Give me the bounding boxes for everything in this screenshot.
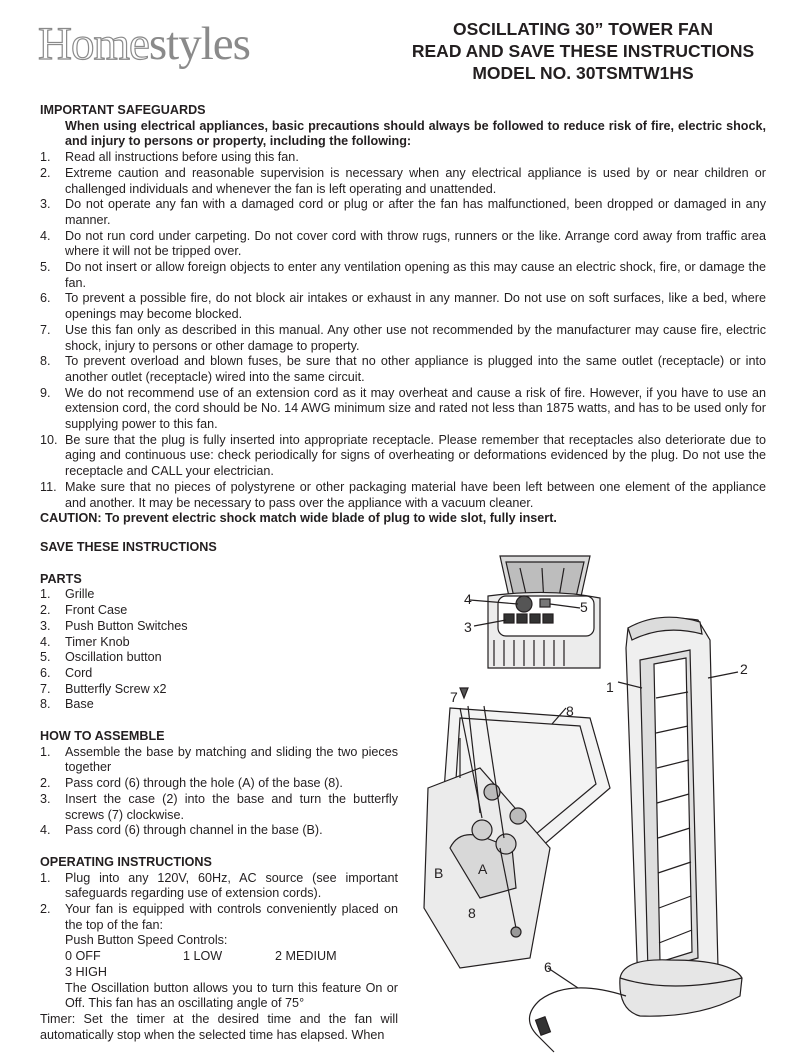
homestyles-logo [38, 18, 250, 70]
caution-note: CAUTION: To prevent electric shock match wide blade of plug to wide slot, fully insert. [40, 511, 557, 526]
operating-heading: OPERATING INSTRUCTIONS [40, 854, 212, 869]
list-item: 5. Oscillation button [40, 650, 162, 665]
title-line-3: MODEL NO. 30TSMTW1HS [472, 63, 694, 83]
list-item: 1. Grille [40, 587, 95, 602]
list-item: 10. Be sure that the plug is fully inserted into appropriate receptacle. Please remember that receptacles also deteriorate due to aging and continuous use: check periodically for signs of overheating or deformations evidenced by the plug. Do not use the receptacle and CALL your electrician. [40, 432, 766, 479]
logo-styles: styles [148, 18, 250, 70]
safeguards-list [40, 150, 766, 511]
assemble-list [40, 745, 398, 839]
list-item: 3. Insert the case (2) into the base and turn the butterfly screws (7) clockwise. [40, 791, 398, 822]
list-item: 4. Timer Knob [40, 634, 130, 649]
callout-1: 1 [606, 679, 614, 695]
speed-high: 3 HIGH [65, 964, 107, 979]
callout-8-top: 8 [566, 703, 574, 719]
callout-2: 2 [740, 661, 748, 677]
assemble-heading: HOW TO ASSEMBLE [40, 729, 165, 744]
title-line-1: OSCILLATING 30” TOWER FAN [453, 19, 713, 39]
parts-heading: PARTS [40, 571, 82, 586]
callout-5: 5 [580, 599, 588, 615]
callout-3: 3 [464, 619, 472, 635]
speed-off: 0 OFF [65, 949, 101, 964]
list-item: 6. To prevent a possible fire, do not block air intakes or exhaust in any manner. Do not use on soft surfaces, like a bed, where openings may become blocked. [40, 291, 766, 322]
document-title [400, 18, 766, 84]
left-column [40, 540, 398, 1043]
speed-medium: 2 MEDIUM [275, 949, 337, 964]
list-item: 11. Make sure that no pieces of polystyrene or other packaging material have been left between one element of the appliance and another. It may be necessary to pass over the appliance with a vacuum cleaner. [40, 479, 766, 510]
list-item: 2. Your fan is equipped with controls conveniently placed on the top of the fan: [40, 902, 398, 932]
list-item: 7. Use this fan only as described in this manual. Any other use not recommended by the manufacturer may cause fire, electric shock, injury to persons or other damage to property. [40, 322, 766, 353]
save-instructions-heading: SAVE THESE INSTRUCTIONS [40, 540, 217, 554]
callout-4: 4 [464, 591, 472, 607]
list-item: 1. Assemble the base by matching and sliding the two pieces together [40, 744, 398, 775]
speed-controls [40, 933, 398, 980]
base-assembly [424, 706, 610, 968]
list-item: 3. Do not operate any fan with a damaged cord or plug or after the fan has malfunctioned, been dropped or damaged in any manner. [40, 197, 766, 227]
operating-list [40, 871, 398, 934]
oscillation-text: The Oscillation button allows you to turn this feature On or Off. This fan has an oscillating angle of 75° [65, 980, 398, 1011]
callout-a: A [478, 861, 488, 877]
list-item: 2. Extreme caution and reasonable supervision is necessary when any electrical appliance is used by or near children or challenged individuals and whenever the fan is left operating and unattended. [40, 165, 766, 196]
callout-7: 7 [450, 689, 458, 705]
timer-text: Timer: Set the timer at the desired time and the fan will automatically stop when the selected time has elapsed. When [40, 1011, 398, 1042]
callout-b: B [434, 865, 444, 881]
parts-list [40, 587, 398, 713]
list-item: 4. Do not run cord under carpeting. Do not cover cord with throw rugs, runners or the like. Arrange cord away from traffic area where it will not be tripped over. [40, 228, 766, 259]
list-item: 3. Push Button Switches [40, 618, 188, 633]
list-item: 1. Read all instructions before using this fan. [40, 150, 299, 165]
safeguards-heading: IMPORTANT SAFEGUARDS [40, 103, 206, 117]
list-item: 7. Butterfly Screw x2 [40, 681, 167, 696]
list-item: 2. Front Case [40, 603, 128, 618]
safeguards-section [40, 103, 766, 527]
tower-fan [618, 617, 742, 1016]
speed-controls-label: Push Button Speed Controls: [65, 933, 228, 948]
list-item: 4. Pass cord (6) through channel in the base (B). [40, 823, 323, 838]
speed-row [65, 949, 398, 965]
logo-home: Home [38, 18, 149, 70]
list-item: 9. We do not recommend use of an extension cord as it may overheat and cause a risk of fire. However, if you have to use an extension cord, the cord should be No. 14 AWG minimum size and rated not less than 1875 watts, and has to be used only for supplying power to this fan. [40, 385, 766, 432]
callout-6: 6 [544, 959, 552, 975]
title-line-2: READ AND SAVE THESE INSTRUCTIONS [411, 41, 755, 61]
list-item: 5. Do not insert or allow foreign objects to enter any ventilation opening as this may cause an electric shock, fire, or damage the fan. [40, 260, 766, 290]
speed-low: 1 LOW [183, 949, 223, 964]
list-item: 1. Plug into any 120V, 60Hz, AC source (see important safeguards regarding use of extension cords). [40, 870, 398, 901]
list-item: 6. Cord [40, 665, 93, 680]
list-item: 8. Base [40, 697, 94, 712]
callout-8-bottom: 8 [468, 905, 476, 921]
safeguards-intro: When using electrical appliances, basic precautions should always be followed to reduce risk of fire, electric shock, and injury to persons or property, including the following: [65, 118, 766, 149]
list-item: 2. Pass cord (6) through the hole (A) of the base (8). [40, 776, 343, 791]
fan-assembly-illustration [420, 548, 790, 1053]
list-item: 8. To prevent overload and blown fuses, be sure that no other appliance is plugged into the same outlet (receptacle) or into another outlet (receptacle) wired into the same circuit. [40, 354, 766, 384]
